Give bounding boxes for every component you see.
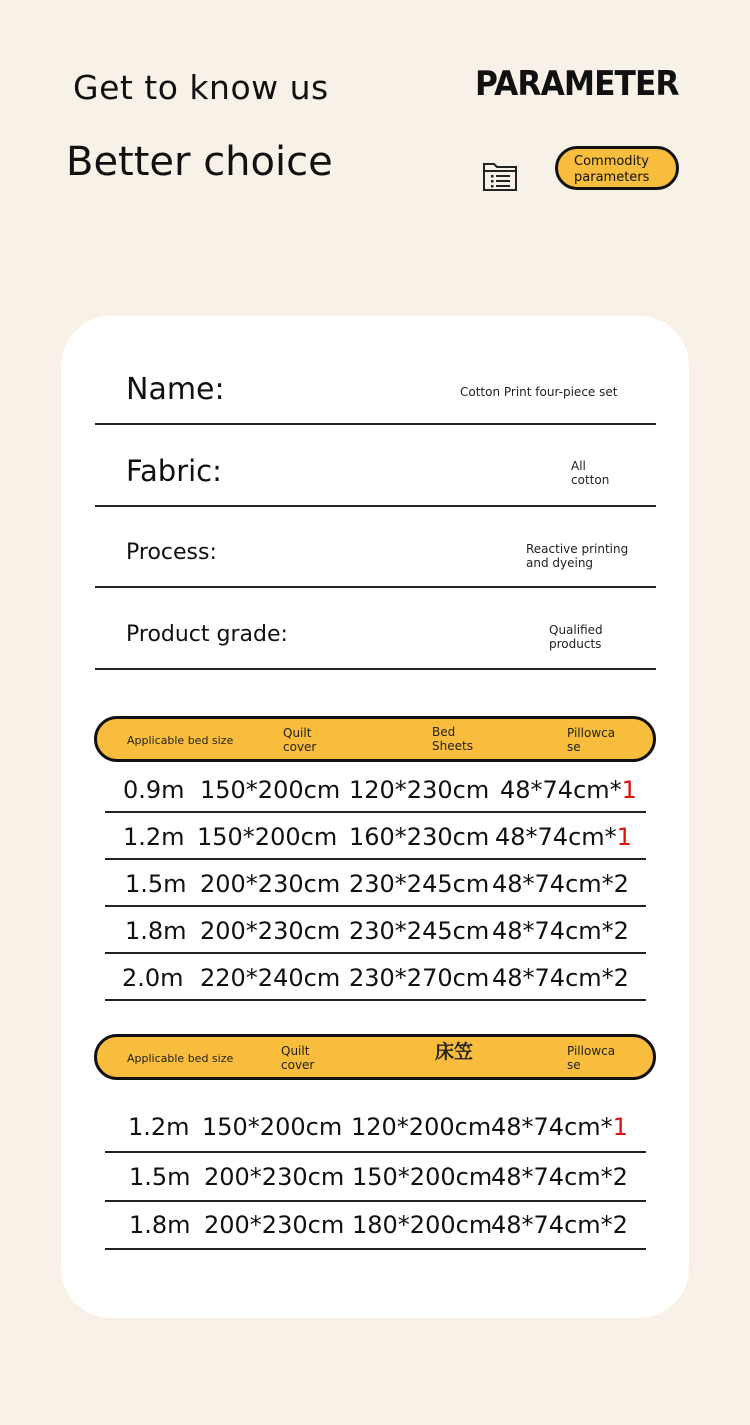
param-label: Product grade: xyxy=(126,622,288,647)
table-row xyxy=(105,954,646,1001)
cell-pillow: 48*74cm*2 xyxy=(492,870,629,898)
param-row-grade xyxy=(95,606,656,670)
header-bed-size: Applicable bed size xyxy=(127,734,234,747)
header-bed-sheets: Bed Sheets xyxy=(432,725,473,753)
cell-qty: 2 xyxy=(613,870,629,898)
cell-sheet: 120*230cm xyxy=(349,776,490,804)
cell-qty: 1 xyxy=(616,823,632,851)
folder-list-icon xyxy=(482,160,518,192)
cell-pillow: 48*74cm*2 xyxy=(491,1163,628,1191)
table-row xyxy=(105,1106,646,1153)
header-quilt-cover: Quilt cover xyxy=(283,726,317,754)
header-pillowcase: Pillowca se xyxy=(567,1044,616,1072)
table-row xyxy=(105,766,646,813)
header-pillowcase: Pillowca se xyxy=(567,726,616,754)
param-value: Cotton Print four-piece set xyxy=(460,385,618,399)
param-row-name xyxy=(95,360,656,425)
cell-size: 1.5m xyxy=(125,870,187,898)
header-bed-size: Applicable bed size xyxy=(127,1052,234,1065)
cell-qty: 2 xyxy=(613,964,629,992)
cell-quilt: 200*230cm xyxy=(204,1163,345,1191)
cell-quilt: 150*200cm xyxy=(197,823,338,851)
param-value: Reactive printing and dyeing xyxy=(526,542,629,570)
table-row xyxy=(105,860,646,907)
header-quilt-cover: Quilt cover xyxy=(281,1044,315,1072)
table-row xyxy=(105,813,646,860)
cell-pillow: 48*74cm*2 xyxy=(492,917,629,945)
cell-pillow: 48*74cm*1 xyxy=(500,776,637,804)
cell-qty: 2 xyxy=(612,1163,628,1191)
param-value: All cotton xyxy=(571,459,610,487)
cell-quilt: 200*230cm xyxy=(200,870,341,898)
cell-sheet: 230*245cm xyxy=(349,917,490,945)
cell-quilt: 200*230cm xyxy=(204,1211,345,1239)
cell-size: 2.0m xyxy=(122,964,184,992)
cell-pillow: 48*74cm*1 xyxy=(495,823,632,851)
cell-size: 1.8m xyxy=(125,917,187,945)
table-row xyxy=(105,907,646,954)
size-table-header xyxy=(94,716,656,762)
table-row xyxy=(105,1201,646,1250)
cell-quilt: 150*200cm xyxy=(200,776,341,804)
param-label: Name: xyxy=(126,372,225,407)
badge-label: Commodity parameters xyxy=(574,154,650,185)
cell-sheet: 160*230cm xyxy=(349,823,490,851)
cell-sheet: 120*200cm xyxy=(351,1113,492,1141)
fitted-sheet-table-header xyxy=(94,1034,656,1080)
cell-size: 1.2m xyxy=(128,1113,190,1141)
cell-quilt: 220*240cm xyxy=(200,964,341,992)
cell-qty: 1 xyxy=(621,776,637,804)
param-label: Process: xyxy=(126,540,217,565)
header-fitted-sheet: 床笠 xyxy=(435,1041,474,1063)
param-row-process xyxy=(95,524,656,588)
cell-sheet: 230*270cm xyxy=(349,964,490,992)
param-label: Fabric: xyxy=(126,454,222,488)
headline: Better choice xyxy=(66,139,333,185)
cell-size: 1.2m xyxy=(123,823,185,851)
param-row-fabric xyxy=(95,442,656,507)
cell-sheet: 180*200cm xyxy=(352,1211,493,1239)
cell-qty: 1 xyxy=(612,1113,628,1141)
cell-quilt: 150*200cm xyxy=(202,1113,343,1141)
param-value: Qualified products xyxy=(549,623,603,651)
cell-sheet: 150*200cm xyxy=(352,1163,493,1191)
brand-title: PARAMETER xyxy=(475,64,679,104)
cell-pillow: 48*74cm*2 xyxy=(492,964,629,992)
cell-size: 1.5m xyxy=(129,1163,191,1191)
cell-size: 1.8m xyxy=(129,1211,191,1239)
cell-sheet: 230*245cm xyxy=(349,870,490,898)
table-row xyxy=(105,1153,646,1202)
cell-size: 0.9m xyxy=(123,776,185,804)
cell-qty: 2 xyxy=(613,917,629,945)
commodity-parameters-badge xyxy=(555,146,679,190)
cell-qty: 2 xyxy=(612,1211,628,1239)
cell-pillow: 48*74cm*1 xyxy=(491,1113,628,1141)
tagline: Get to know us xyxy=(73,68,329,107)
cell-pillow: 48*74cm*2 xyxy=(491,1211,628,1239)
cell-quilt: 200*230cm xyxy=(200,917,341,945)
